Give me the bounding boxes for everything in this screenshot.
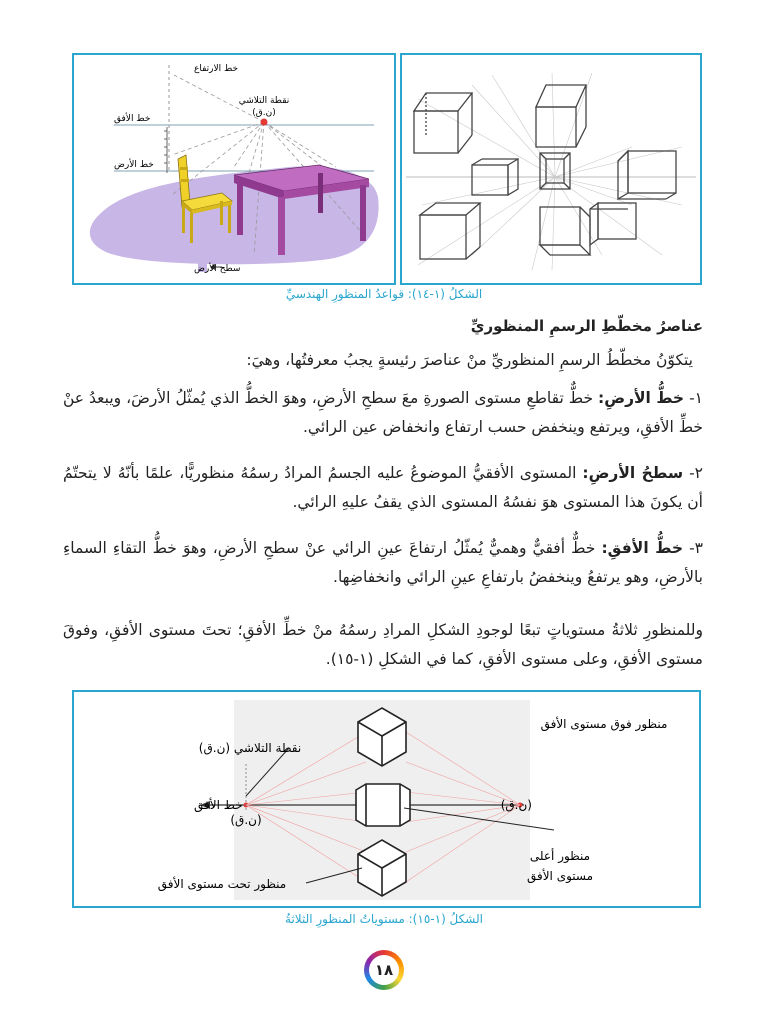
perspective-rules-drawing bbox=[74, 55, 394, 283]
vanishing-point-left-label: (ن.ق) bbox=[230, 813, 262, 827]
item-horizon-line bbox=[63, 534, 703, 592]
perspective-cubes-figure bbox=[400, 53, 702, 285]
cubes bbox=[414, 85, 676, 259]
above-horizon-label: منظور فوق مستوى الأفق bbox=[540, 717, 668, 731]
item-ground-line bbox=[63, 384, 703, 442]
boxes bbox=[356, 708, 410, 896]
item-term: خطُّ الأرضِ: bbox=[598, 389, 685, 407]
item-text: خطٌّ أفقيٌّ وهميٌّ يُمثّلُ ارتفاعَ عينِ الرائي عنْ سطحِ الأرضِ، وهوَ خطُّ التقاءِ السماءِ بالأرضِ، وهو يرتفعُ وينخفضُ بارتفاعِ عينِ الرائي وانخفاضِها. bbox=[63, 539, 703, 586]
perspective-rules-figure bbox=[72, 53, 396, 285]
at-horizon-label-line2: مستوى الأفق bbox=[526, 869, 594, 883]
item-number: ١- bbox=[689, 389, 703, 407]
intro-paragraph: يتكوّنُ مخطّطُ الرسمِ المنظوريِّ منْ عناصرَ رئيسةٍ يجبُ معرفتُها، وهيَ: bbox=[246, 351, 693, 369]
horizon-label: خط الأفق bbox=[194, 798, 243, 812]
elevation-line-label: خط الارتفاع bbox=[194, 64, 239, 74]
vanishing-point-abbr: (ن.ق) bbox=[252, 108, 276, 118]
item-text: المستوى الأفقيُّ الموضوعُ عليه الجسمُ المرادُ رسمُهُ منظوريًّا، علمًا بأنّهُ لا يتحتّمُ أن يكونَ هذا المستوى هوَ نفسُهُ المستوى الذي يقفُ عليهِ الرائي. bbox=[63, 464, 703, 511]
item-term: سطحُ الأرضِ: bbox=[582, 464, 684, 482]
item-number: ٢- bbox=[689, 464, 703, 482]
vanishing-point-dot bbox=[261, 119, 268, 126]
below-horizon-label: منظور تحت مستوى الأفق bbox=[157, 877, 287, 891]
item-text: خطٌّ تقاطعِ مستوى الصورةِ معَ سطحِ الأرضِ، وهوَ الخطُّ الذي يُمثّلُ الأرضَ، ويبعدُ عنْ خطِّ الأفقِ، ويرتفع وينخفض حسب ارتفاع وانخفاض عين الرائي. bbox=[63, 389, 703, 436]
item-ground-plane bbox=[63, 459, 703, 517]
figure-15-caption: الشكلُ (١-١٥): مستوياتُ المنظورِ الثلاثةُ bbox=[285, 912, 483, 926]
at-horizon-label-line1: منظور أعلى bbox=[529, 849, 591, 863]
horizon-line-label: خط الأفق bbox=[114, 114, 151, 124]
levels-drawing bbox=[74, 692, 699, 906]
item-number: ٣- bbox=[689, 539, 703, 557]
vanishing-point-right-label: (ن.ق) bbox=[500, 798, 532, 812]
section-heading: عناصرُ مخطّطِ الرسمِ المنظوريِّ bbox=[470, 317, 703, 335]
ground-line-label: خط الأرض bbox=[114, 160, 154, 170]
closing-paragraph: وللمنظورِ ثلاثةُ مستوياتٍ تبعًا لوجودِ الشكلِ المرادِ رسمُهُ منْ خطِّ الأفقِ؛ تحتَ مستوى الأفقِ، وفوقَ مستوى الأفقِ، وعلى مستوى الأفقِ، كما في الشكلِ (١-١٥). bbox=[63, 621, 703, 668]
vanishing-point-label: نقطة التلاشي bbox=[238, 96, 290, 106]
perspective-levels-figure bbox=[72, 690, 701, 908]
page-number: ١٨ bbox=[369, 955, 399, 985]
page-number-badge bbox=[364, 950, 404, 990]
figure-14-caption: الشكلُ (١-١٤): قواعدُ المنظورِ الهندسيِّ bbox=[285, 287, 483, 301]
cubes-drawing bbox=[402, 55, 700, 283]
vanishing-lines bbox=[418, 73, 682, 270]
item-term: خطُّ الأفقِ: bbox=[601, 539, 683, 557]
vanishing-point-label: نقطة التلاشي (ن.ق) bbox=[198, 741, 302, 755]
ground-plane-label: سطح الأرض bbox=[194, 264, 241, 274]
